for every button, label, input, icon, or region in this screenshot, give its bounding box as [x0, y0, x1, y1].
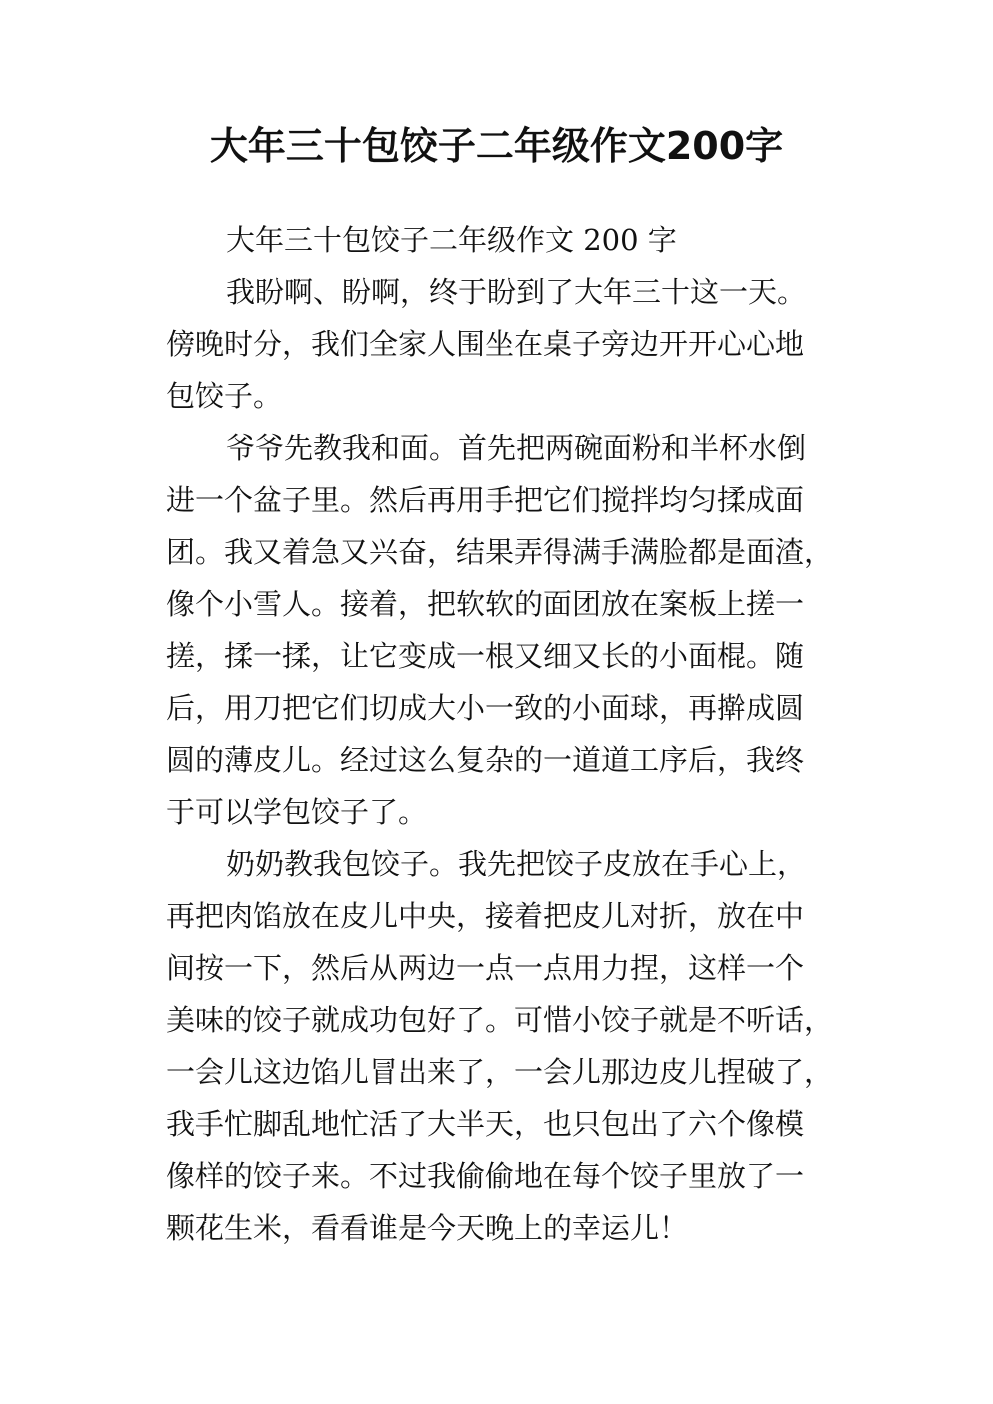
paragraph-3-line-4: 美味的饺子就成功包好了。可惜小饺子就是不听话， [166, 1003, 834, 1037]
paragraph-2-line-3: 团。我又着急又兴奋，结果弄得满手满脸都是面渣， [166, 535, 834, 569]
paragraph-3-line-7: 像样的饺子来。不过我偷偷地在每个饺子里放了一 [166, 1159, 805, 1193]
paragraph-3-line-8: 颗花生米，看看谁是今天晚上的幸运儿！ [166, 1211, 689, 1245]
paragraph-3-line-6: 我手忙脚乱地忙活了大半天，也只包出了六个像模 [166, 1107, 805, 1141]
paragraph-2-line-4: 像个小雪人。接着，把软软的面团放在案板上搓一 [166, 587, 805, 621]
document-body [166, 214, 838, 1254]
subtitle-line: 大年三十包饺子二年级作文 200 字 [226, 223, 677, 257]
paragraph-2-line-2: 进一个盆子里。然后再用手把它们搅拌均匀揉成面 [166, 483, 805, 517]
paragraph-1-line-2: 傍晚时分，我们全家人围坐在桌子旁边开开心心地 [166, 327, 805, 361]
paragraph-1-line-1: 我盼啊、盼啊，终于盼到了大年三十这一天。 [226, 275, 807, 309]
paragraph-2-line-6: 后，用刀把它们切成大小一致的小面球，再擀成圆 [166, 691, 805, 725]
paragraph-2-line-1: 爷爷先教我和面。首先把两碗面粉和半杯水倒 [226, 431, 807, 465]
paragraph-2-line-7: 圆的薄皮儿。经过这么复杂的一道道工序后，我终 [166, 743, 805, 777]
paragraph-3-line-5: 一会儿这边馅儿冒出来了，一会儿那边皮儿捏破了， [166, 1055, 834, 1089]
paragraph-2-line-5: 搓，揉一揉，让它变成一根又细又长的小面棍。随 [166, 639, 805, 673]
document-title: 大年三十包饺子二年级作文200字 [209, 124, 784, 168]
paragraph-3-line-1: 奶奶教我包饺子。我先把饺子皮放在手心上， [226, 847, 807, 881]
paragraph-3-line-2: 再把肉馅放在皮儿中央，接着把皮儿对折，放在中 [166, 899, 805, 933]
paragraph-1-line-3: 包饺子。 [166, 379, 283, 413]
paragraph-3-line-3: 间按一下，然后从两边一点一点用力捏，这样一个 [166, 951, 805, 985]
paragraph-2-line-8: 于可以学包饺子了。 [166, 795, 428, 829]
